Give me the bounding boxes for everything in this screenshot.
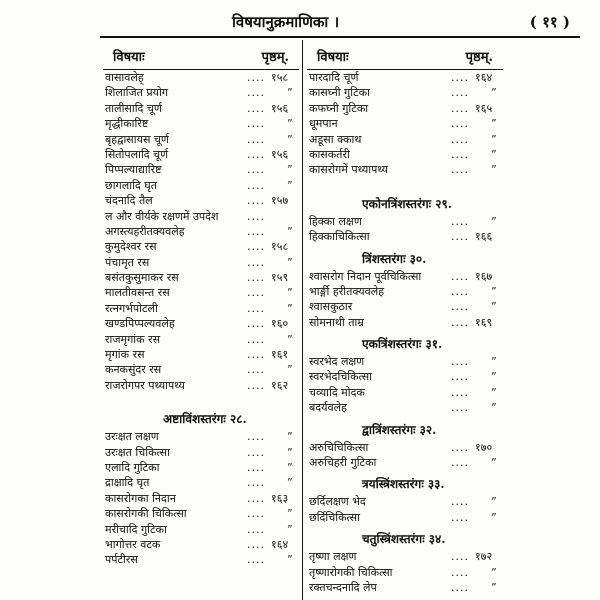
page-heading: पृष्ठम्. xyxy=(261,50,289,65)
section-heading: अष्टाविंशस्तरंगः २८. xyxy=(163,412,247,427)
entry-page: १७० xyxy=(475,440,493,454)
leader-dots: .... xyxy=(451,495,469,509)
leader-dots: .... xyxy=(451,86,469,100)
entry-topic: स्वरभेदचिकित्सा xyxy=(309,370,373,384)
left-entries-1 xyxy=(103,70,299,393)
entry-topic: कुमुदेश्वर रस xyxy=(105,240,157,254)
ditto-mark: ” xyxy=(491,370,497,384)
right-entries-3 xyxy=(307,269,503,331)
entry-topic: मृद्धीकारिष्ट xyxy=(105,117,149,131)
entry-topic: हिक्काचिकित्सा xyxy=(309,230,370,244)
index-entry xyxy=(103,162,299,177)
leader-dots: .... xyxy=(247,194,265,208)
ditto-mark: ” xyxy=(491,117,497,131)
entry-topic: हिक्का लक्षण xyxy=(309,214,362,228)
header-rule xyxy=(100,36,580,38)
index-entry xyxy=(307,101,503,116)
index-entry xyxy=(103,193,299,208)
entry-topic: मरीचादि गुटिका xyxy=(105,522,167,536)
leader-dots: .... xyxy=(247,460,265,474)
index-entry xyxy=(307,455,503,470)
left-entries-2 xyxy=(103,429,299,568)
right-column-header xyxy=(307,40,503,70)
index-entry xyxy=(103,301,299,316)
entry-page: १६४ xyxy=(475,71,493,84)
index-entry xyxy=(103,178,299,193)
entry-topic: राजमृगांक रस xyxy=(105,332,161,346)
leader-dots: .... xyxy=(451,284,469,298)
entry-topic: अडूसा क्काथ xyxy=(309,132,362,146)
index-entry xyxy=(307,315,503,330)
entry-topic: छर्दिलक्षण भेद xyxy=(309,495,366,509)
index-entry xyxy=(307,354,503,369)
ditto-mark: ” xyxy=(287,117,293,131)
index-entry xyxy=(103,332,299,347)
ditto-mark: ” xyxy=(287,363,293,377)
leader-dots: .... xyxy=(451,565,469,579)
ditto-mark: ” xyxy=(491,510,497,524)
ditto-mark: ” xyxy=(491,401,497,415)
ditto-mark: ” xyxy=(491,456,497,470)
entry-topic: राजरोगपर पथ्यापथ्य xyxy=(105,378,185,392)
index-entry xyxy=(103,224,299,239)
ditto-mark: ” xyxy=(287,132,293,146)
leader-dots: .... xyxy=(451,456,469,470)
page-heading: पृष्ठम्. xyxy=(465,50,493,65)
ditto-mark: ” xyxy=(491,214,497,228)
index-entry xyxy=(307,299,503,314)
leader-dots: .... xyxy=(247,132,265,146)
leader-dots: .... xyxy=(451,71,469,84)
ditto-mark: ” xyxy=(287,430,293,444)
index-entry xyxy=(307,580,503,595)
entry-page: १५७ xyxy=(271,194,289,208)
entry-page: १७२ xyxy=(475,550,493,564)
left-column xyxy=(103,40,299,568)
leader-dots: .... xyxy=(247,348,265,362)
index-entry xyxy=(307,400,503,415)
entry-page: १५६ xyxy=(271,101,289,115)
index-entry xyxy=(103,445,299,460)
entry-topic: धूमपान xyxy=(309,117,338,131)
index-entry xyxy=(307,132,503,147)
right-entries-7 xyxy=(307,549,503,595)
index-entry xyxy=(307,549,503,564)
leader-dots: .... xyxy=(247,240,265,254)
entry-topic: उरःक्षत चिकित्सा xyxy=(105,445,170,459)
leader-dots: .... xyxy=(451,580,469,594)
ditto-mark: ” xyxy=(491,163,497,177)
entry-topic: अगस्त्यहरीतक्यवलेह xyxy=(105,224,185,238)
ditto-mark: ” xyxy=(287,163,293,177)
leader-dots: .... xyxy=(247,301,265,315)
leader-dots: .... xyxy=(247,255,265,269)
right-entries-4 xyxy=(307,354,503,416)
leader-dots: .... xyxy=(247,178,265,192)
entry-topic: सोमनाथी ताम्र xyxy=(309,315,364,329)
entry-page: १६६ xyxy=(475,230,493,244)
entry-topic: उरःक्षत लक्षण xyxy=(105,430,159,444)
right-entries-6 xyxy=(307,494,503,525)
index-entry xyxy=(307,494,503,509)
index-entry xyxy=(103,378,299,393)
leader-dots: .... xyxy=(247,117,265,131)
entry-topic: बदर्यवलेह xyxy=(309,401,347,415)
entry-topic: छर्दिचिकित्सा xyxy=(309,510,360,524)
index-entry xyxy=(307,440,503,455)
entry-topic: छागलादि घृत xyxy=(105,178,158,192)
index-entry xyxy=(103,506,299,521)
entry-topic: शिलाजित प्रयोग xyxy=(105,86,169,100)
leader-dots: .... xyxy=(247,332,265,346)
entry-topic: स्वरभेद लक्षण xyxy=(309,355,365,369)
entry-topic: श्वासरोग निदान पूर्वचिकित्सा xyxy=(309,269,422,283)
leader-dots: .... xyxy=(247,491,265,505)
index-entry xyxy=(307,510,503,525)
index-entry xyxy=(307,214,503,229)
entry-page: १६१ xyxy=(271,348,289,362)
right-entries-5 xyxy=(307,440,503,471)
leader-dots: .... xyxy=(247,537,265,551)
leader-dots: .... xyxy=(451,214,469,228)
leader-dots: .... xyxy=(247,317,265,331)
index-entry xyxy=(307,284,503,299)
index-entry xyxy=(103,522,299,537)
ditto-mark: ” xyxy=(287,224,293,238)
entry-page: १६५ xyxy=(475,101,493,115)
right-entries-1 xyxy=(307,70,503,178)
index-entry xyxy=(307,85,503,100)
leader-dots: .... xyxy=(451,370,469,384)
index-entry xyxy=(307,369,503,384)
entry-topic: कनकसुंदर रस xyxy=(105,363,162,377)
index-entry xyxy=(103,116,299,131)
index-entry xyxy=(103,429,299,444)
ditto-mark: ” xyxy=(491,147,497,161)
leader-dots: .... xyxy=(247,522,265,536)
leader-dots: .... xyxy=(451,385,469,399)
right-entries-2 xyxy=(307,214,503,245)
leader-dots: .... xyxy=(247,286,265,300)
ditto-mark: ” xyxy=(491,300,497,314)
leader-dots: .... xyxy=(247,430,265,444)
leader-dots: .... xyxy=(451,269,469,283)
index-entry xyxy=(103,460,299,475)
entry-topic: कफघ्नी गुटिका xyxy=(309,101,369,115)
entry-topic: अरुचिचिकित्सा xyxy=(309,440,369,454)
entry-page: १६४ xyxy=(271,537,289,551)
entry-topic: कासरोगकी चिकित्सा xyxy=(105,507,187,521)
index-entry xyxy=(307,70,503,85)
entry-topic: रत्नगर्भपोटली xyxy=(105,301,158,315)
ditto-mark: ” xyxy=(287,507,293,521)
entry-topic: चंदनादि तैल xyxy=(105,194,153,208)
index-entry xyxy=(103,255,299,270)
ditto-mark: ” xyxy=(287,460,293,474)
section-heading: एकोनत्रिंशस्तरंगः २९. xyxy=(362,196,452,211)
entry-topic: तालीसादि चूर्ण xyxy=(105,101,162,115)
entry-topic: पारदादि चूर्ण xyxy=(309,71,359,84)
index-entry xyxy=(103,209,299,224)
entry-topic: बसंतकुसुमाकर रस xyxy=(105,271,179,285)
leader-dots: .... xyxy=(451,401,469,415)
ditto-mark: ” xyxy=(287,86,293,100)
entry-topic: खण्डपिप्पल्यवलेह xyxy=(105,317,175,331)
index-entry xyxy=(103,270,299,285)
entry-topic: पर्पटीरस xyxy=(105,553,138,567)
entry-topic: मृगांक रस xyxy=(105,348,145,362)
entry-page: १६० xyxy=(271,317,289,331)
index-entry xyxy=(103,552,299,567)
index-entry xyxy=(103,316,299,331)
ditto-mark: ” xyxy=(491,580,497,594)
entry-topic: तृष्णारोगकी चिकित्सा xyxy=(309,565,393,579)
entry-page: १५९ xyxy=(271,271,289,285)
page-title: विषयानुक्रमाणिका । xyxy=(232,13,340,31)
section-heading: चतुस्त्रिंशस्तरंगः ३४. xyxy=(362,532,446,547)
section-heading: द्वात्रिंशस्तरंगः ३२. xyxy=(362,422,437,437)
index-entry xyxy=(103,85,299,100)
section-heading: त्रयस्त्रिंशस्तरंगः ३३. xyxy=(362,477,445,492)
index-entry xyxy=(307,269,503,284)
index-entry xyxy=(103,475,299,490)
entry-topic: तृष्णा लक्षण xyxy=(309,550,357,564)
leader-dots: .... xyxy=(247,71,265,84)
entry-topic: अरुचिहरी गुटिका xyxy=(309,456,377,470)
leader-dots: .... xyxy=(247,86,265,100)
entry-topic: बृहद्वासायस चूर्ण xyxy=(105,132,169,146)
ditto-mark: ” xyxy=(287,476,293,490)
leader-dots: .... xyxy=(451,230,469,244)
ditto-mark: ” xyxy=(491,132,497,146)
leader-dots: .... xyxy=(451,117,469,131)
ditto-mark: ” xyxy=(491,86,497,100)
ditto-mark: ” xyxy=(287,178,293,192)
entry-topic: एलादि गुटिका xyxy=(105,460,160,474)
leader-dots: .... xyxy=(247,378,265,392)
ditto-mark: ” xyxy=(287,286,293,300)
leader-dots: .... xyxy=(247,209,265,223)
index-entry xyxy=(307,162,503,177)
entry-topic: भागोत्तर वटक xyxy=(105,537,161,551)
left-column-header xyxy=(103,40,299,70)
entry-page: १५८ xyxy=(271,71,289,84)
ditto-mark: ” xyxy=(491,284,497,298)
entry-topic: चव्यादि मोदक xyxy=(309,385,365,399)
leader-dots: .... xyxy=(451,550,469,564)
index-entry xyxy=(307,116,503,131)
index-entry xyxy=(103,70,299,85)
leader-dots: .... xyxy=(451,132,469,146)
leader-dots: .... xyxy=(451,510,469,524)
leader-dots: .... xyxy=(247,363,265,377)
index-entry xyxy=(103,347,299,362)
entry-topic: कासकर्तरी xyxy=(309,147,350,161)
ditto-mark: ” xyxy=(491,355,497,369)
leader-dots: .... xyxy=(247,224,265,238)
entry-page: १६३ xyxy=(271,491,289,505)
index-entry xyxy=(103,101,299,116)
entry-topic: कासरोगमें पथ्यापथ्य xyxy=(309,163,388,177)
ditto-mark: ” xyxy=(287,301,293,315)
leader-dots: .... xyxy=(451,163,469,177)
leader-dots: .... xyxy=(451,355,469,369)
entry-topic: कासघ्नी गुटिका xyxy=(309,86,370,100)
ditto-mark: ” xyxy=(287,255,293,269)
section-heading: एकत्रिंशस्तरंगः ३१. xyxy=(362,337,443,352)
entry-topic: मालतीवसन्त रस xyxy=(105,286,170,300)
leader-dots: .... xyxy=(451,315,469,329)
ditto-mark: ” xyxy=(287,332,293,346)
leader-dots: .... xyxy=(247,147,265,161)
entry-topic: सितोपलादि चूर्ण xyxy=(105,147,169,161)
entry-page: १५८ xyxy=(271,240,289,254)
entry-topic: वासावलेह् xyxy=(105,71,144,84)
index-entry xyxy=(307,565,503,580)
section-heading: त्रिंशस्तरंगः ३०. xyxy=(362,251,427,266)
ditto-mark: ” xyxy=(287,553,293,567)
index-entry xyxy=(103,239,299,254)
entry-topic: श्वासकुठार xyxy=(309,300,353,314)
leader-dots: .... xyxy=(451,300,469,314)
leader-dots: .... xyxy=(247,553,265,567)
leader-dots: .... xyxy=(451,147,469,161)
leader-dots: .... xyxy=(247,163,265,177)
index-entry xyxy=(103,362,299,377)
index-entry xyxy=(103,132,299,147)
column-divider xyxy=(302,40,303,600)
entry-topic: पिप्पल्याद्यारिष्ट xyxy=(105,163,162,177)
ditto-mark: ” xyxy=(491,495,497,509)
entry-topic: कासरोगका निदान xyxy=(105,491,176,505)
leader-dots: .... xyxy=(247,476,265,490)
leader-dots: .... xyxy=(247,271,265,285)
leader-dots: .... xyxy=(451,440,469,454)
topic-heading: विषयाः xyxy=(317,50,349,65)
ditto-mark: ” xyxy=(491,385,497,399)
entry-topic: पंचामृत रस xyxy=(105,255,150,269)
index-entry xyxy=(103,285,299,300)
entry-topic: द्राक्षादि घृत xyxy=(105,476,150,490)
index-entry xyxy=(307,385,503,400)
leader-dots: .... xyxy=(247,445,265,459)
leader-dots: .... xyxy=(451,101,469,115)
index-entry xyxy=(307,147,503,162)
entry-page: १६२ xyxy=(271,378,289,392)
page-header xyxy=(100,10,580,34)
index-entry xyxy=(103,537,299,552)
topic-heading: विषयाः xyxy=(113,50,145,65)
entry-page: १५६ xyxy=(271,147,289,161)
index-entry xyxy=(103,147,299,162)
entry-topic: रक्तचन्दनादि लेप xyxy=(309,580,377,594)
leader-dots: .... xyxy=(247,101,265,115)
leader-dots: .... xyxy=(247,507,265,521)
ditto-mark: ” xyxy=(287,445,293,459)
right-column xyxy=(307,40,503,595)
page-number: ( ११ ) xyxy=(529,13,570,31)
entry-page: १६७ xyxy=(475,269,493,283)
entry-page: १६९ xyxy=(475,315,493,329)
index-entry xyxy=(103,491,299,506)
ditto-mark: ” xyxy=(491,565,497,579)
ditto-mark: ” xyxy=(287,522,293,536)
entry-topic: भार्ङ्गी हरीतक्यवलेह xyxy=(309,284,385,298)
index-entry xyxy=(307,229,503,244)
entry-topic: ल और वीर्यके रक्षणमें उपदेश xyxy=(105,209,219,223)
